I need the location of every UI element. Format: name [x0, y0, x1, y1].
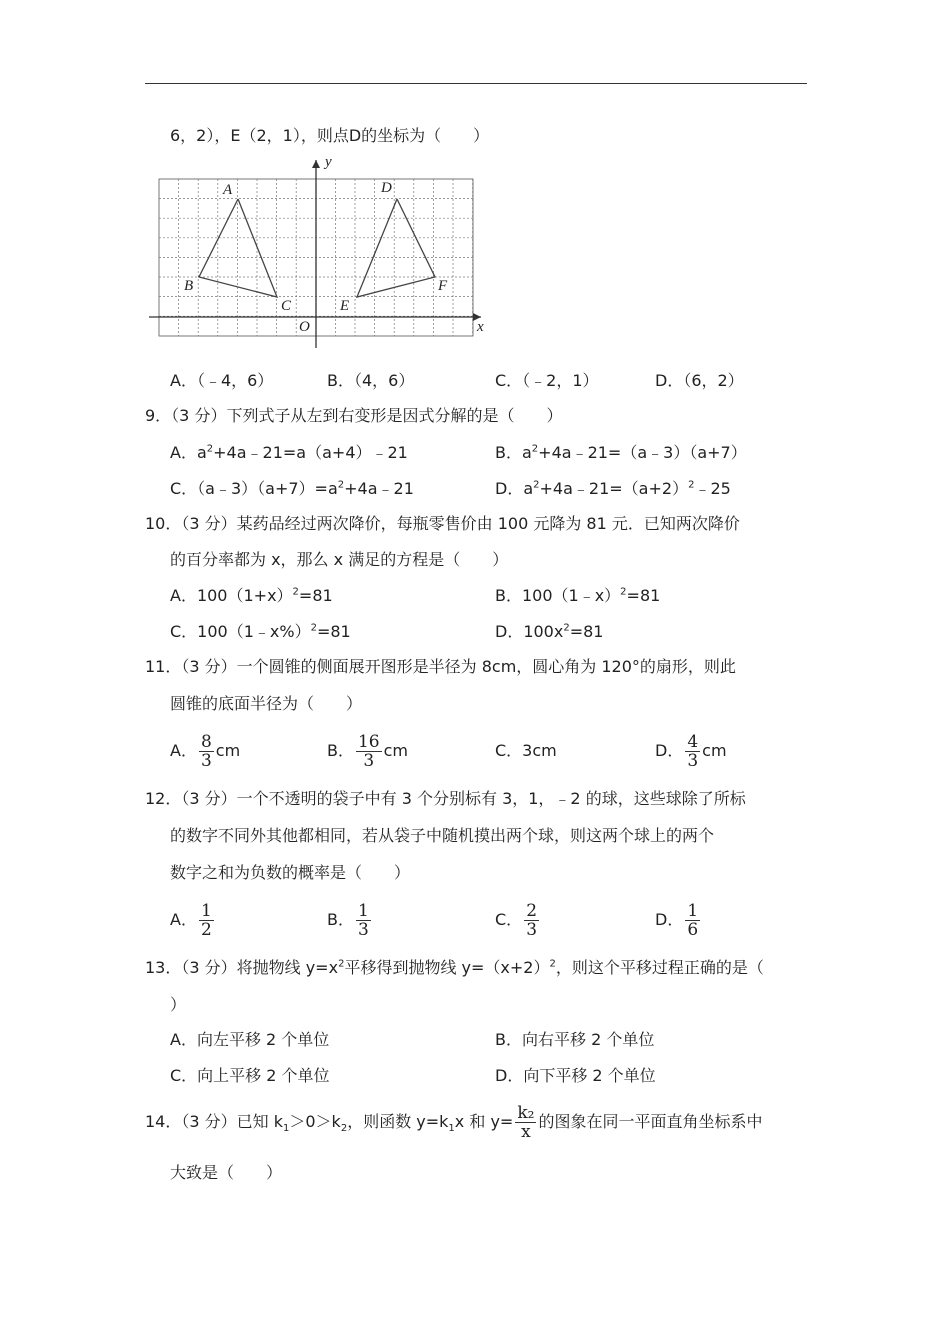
q14-stem-line1: 14．（3 分）已知 $k_1>0>k_2$，则函数 $y=k_1x$ 和 y= $\frac{\text{k₂}}{x}$ 的图象在同一平面直角坐标系中 [145, 1103, 763, 1142]
header-rule [145, 83, 807, 84]
q11-stem-line2: 圆锥的底面半径为（ ） [170, 694, 363, 713]
q10-option-c: C．100（1﹣x%）$^2$=81 [170, 622, 351, 641]
point-f-label: F [438, 278, 448, 294]
q12-option-b: B． $\frac{1}{3}$ [327, 901, 369, 940]
q12-option-c: C． $\frac{2}{3}$ [495, 901, 538, 940]
q10-stem-line1: 10．（3 分）某药品经过两次降价，每瓶零售价由 100 元降为 81 元．已知两次降价 [145, 514, 740, 533]
q9-stem: 9．（3 分）下列式子从左到右变形是因式分解的是（ ） [145, 406, 563, 425]
q9-option-c: C．$(a﹣3)(a+7)=a^2+4a﹣21$ [170, 479, 414, 498]
q10-option-b: B．100（1﹣x）$^2$=81 [495, 586, 661, 605]
q9-option-a: A．$a^2+4a﹣21=a(a+4)﹣21$ [170, 443, 408, 462]
q10-option-a: A．$100(1+x)^2=81$ [170, 586, 333, 605]
q11-option-d: D． $\frac{4}{3}$ cm [655, 732, 727, 771]
fraction: $\frac{1}{6}$ [687, 901, 699, 940]
q11-option-b: B． $\frac{16}{3}$ cm [327, 732, 409, 771]
q13-option-a: A．向左平移 2 个单位 [170, 1030, 330, 1049]
q9-option-d: D．$a^2+4a﹣21=(a+2)^2﹣25$ [495, 479, 731, 498]
origin-label: O [299, 319, 310, 335]
q11-option-a: A． $\frac{8}{3}$ cm [170, 732, 241, 771]
axis-x-label: x [477, 319, 484, 335]
q10-stem-line2: 的百分率都为 x，那么 x 满足的方程是（ ） [170, 550, 509, 569]
fraction: $\frac{1}{3}$ [357, 901, 369, 940]
q12-stem-line3: 数字之和为负数的概率是（ ） [170, 863, 411, 882]
q13-stem-line1: 13．（3 分）将抛物线 $y=x^2$平移得到抛物线 $y=(x+2)^2$，则这个平移过程正确的是（ [145, 958, 764, 977]
point-a-label: A [223, 182, 233, 198]
fraction: $\frac{2}{3}$ [526, 901, 538, 940]
fraction: $\frac{16}{3}$ [357, 732, 380, 771]
point-e-label: E [340, 298, 350, 314]
q8-option-a: A．（﹣4，6） [170, 371, 274, 390]
q12-stem-line2: 的数字不同外其他都相同，若从袋子中随机摸出两个球，则这两个球上的两个 [170, 826, 715, 845]
fraction: $\frac{1}{2}$ [200, 901, 212, 940]
q12-option-d: D． $\frac{1}{6}$ [655, 901, 699, 940]
q12-stem-line1: 12．（3 分）一个不透明的袋子中有 3 个分别标有 3，1，﹣2 的球，这些球除了所标 [145, 789, 746, 808]
q8-option-b: B．（4，6） [327, 371, 415, 390]
q13-option-c: C．向上平移 2 个单位 [170, 1066, 330, 1085]
q11-stem-line1: 11．（3 分）一个圆锥的侧面展开图形是半径为 8cm，圆心角为 120°的扇形，则此 [145, 657, 736, 676]
point-b-label: B [184, 278, 194, 294]
q8-option-c: C．（﹣2，1） [495, 371, 599, 390]
q14-stem-line2: 大致是（ ） [170, 1163, 283, 1182]
q10-option-d: D．$100x^2=81$ [495, 622, 604, 641]
q13-option-b: B．向右平移 2 个单位 [495, 1030, 655, 1049]
q9-option-b: B．$a^2+4a﹣21=(a﹣3)(a+7)$ [495, 443, 747, 462]
point-d-label: D [381, 180, 392, 196]
fraction: $\frac{\text{k₂}}{x}$ [517, 1103, 535, 1142]
q11-option-c: C．3cm [495, 741, 557, 760]
q8-stem: 6，2），E（2，1），则点D的坐标为（ ） [170, 126, 490, 145]
axis-y-label: y [325, 154, 332, 170]
q8-coordinate-figure [145, 150, 490, 355]
q12-option-a: A． $\frac{1}{2}$ [170, 901, 212, 940]
q8-option-d: D．（6，2） [655, 371, 744, 390]
point-c-label: C [281, 298, 292, 314]
q13-stem-line2: ） [170, 995, 187, 1014]
fraction: $\frac{4}{3}$ [687, 732, 699, 771]
fraction: $\frac{8}{3}$ [200, 732, 212, 771]
q13-option-d: D．向下平移 2 个单位 [495, 1066, 656, 1085]
